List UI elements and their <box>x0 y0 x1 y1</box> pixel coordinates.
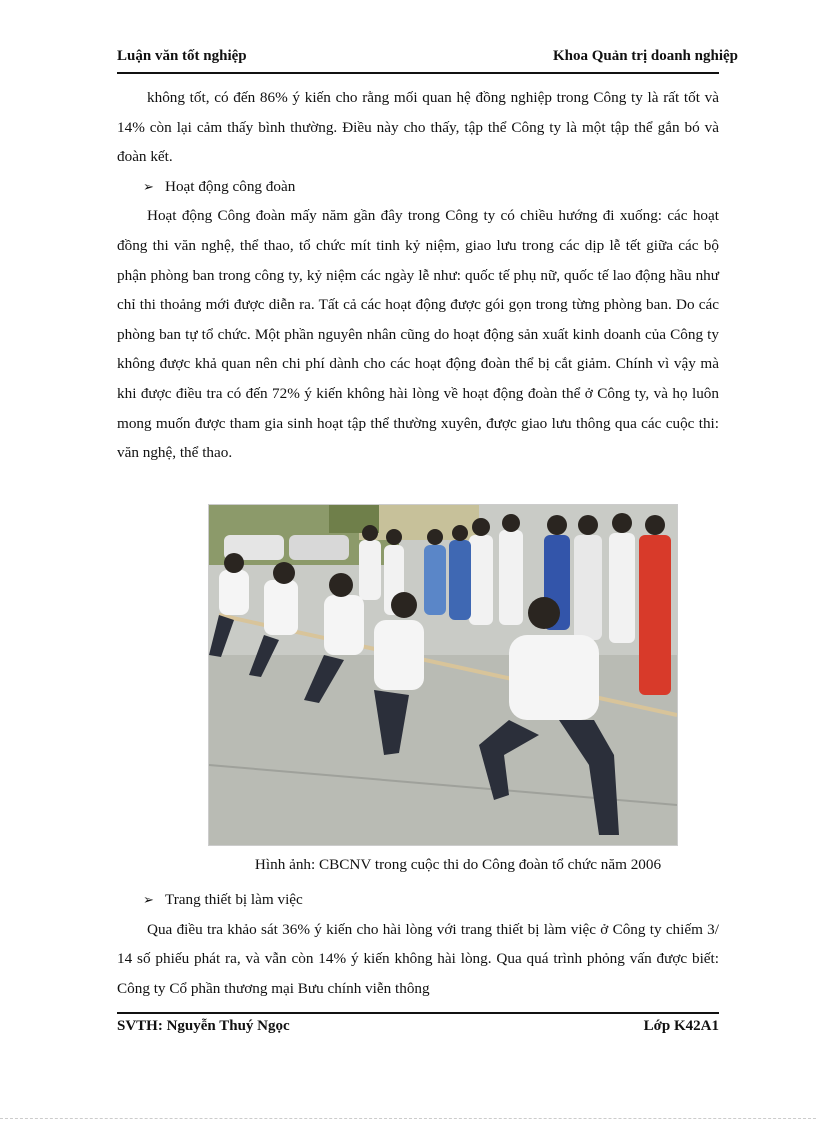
bullet-arrow-icon: ➢ <box>143 892 154 907</box>
page-footer <box>117 1018 719 1035</box>
bullet-equipment <box>117 885 719 915</box>
bullet-label: Trang thiết bị làm việc <box>165 891 303 908</box>
page-header <box>117 48 738 65</box>
bullet-union-activities <box>117 172 719 202</box>
footer-student: SVTH: Nguyễn Thuý Ngọc <box>117 1018 290 1034</box>
page-edge-divider <box>0 1118 816 1119</box>
header-faculty: Khoa Quản trị doanh nghiệp <box>552 48 738 64</box>
tug-of-war-photo <box>208 504 678 846</box>
photo-caption: Hình ảnh: CBCNV trong cuộc thi do Công đoàn tổ chức năm 2006 <box>254 856 662 873</box>
footer-class: Lớp K42A1 <box>643 1018 719 1034</box>
paragraph-relationships: không tốt, có đến 86% ý kiến cho rằng mối quan hệ đồng nghiệp trong Công ty là rất tốt và 14% còn lại cảm thấy bình thường. Điều này cho thấy, tập thể Công ty là một tập thể gắn bó và đoàn kết. <box>117 89 719 166</box>
bullet-label: Hoạt động công đoàn <box>165 177 296 195</box>
body-text-upper <box>117 83 719 468</box>
paragraph-equipment: Qua điều tra khảo sát 36% ý kiến cho hài lòng với trang thiết bị làm việc ở Công ty chiếm 3/ 14 số phiếu phát ra, và vẫn còn 14% ý kiến không hài lòng. Qua quá trình phỏng vấn được biết: Công ty Cổ phần thương mại Bưu chính viễn thông <box>117 920 719 997</box>
header-thesis-title: Luận văn tốt nghiệp <box>117 48 247 64</box>
body-text-lower <box>117 885 719 1003</box>
bullet-arrow-icon: ➢ <box>143 178 154 194</box>
paragraph-union: Hoạt động Công đoàn mấy năm gần đây trong Công ty có chiều hướng đi xuống: các hoạt đồng thi văn nghệ, thể thao, tổ chức mít tinh kỷ niệm, giao lưu trong các dịp lễ tết giữa các bộ phận phòng ban trong công ty, kỷ niệm các ngày lễ như: quốc tế phụ nữ, quốc tế lao động hầu như chỉ thi thoảng mới được diễn ra. Tất cả các hoạt động được gói gọn trong từng phòng ban. Do các phòng ban tự tổ chức. Một phần nguyên nhân cũng do hoạt động sản xuất kinh doanh của Công ty không được khả quan nên chi phí dành cho các hoạt động đoàn thể bị cắt giảm. Chính vì vậy mà khi được điều tra có đến 72% ý kiến không hài lòng về hoạt động đoàn thể ở Công ty, và họ luôn mong muốn được tham gia sinh hoạt tập thể thường xuyên, được giao lưu thông qua các cuộc thi: văn nghệ, thể thao. <box>117 207 719 462</box>
footer-rule <box>117 1012 719 1014</box>
header-rule <box>117 72 719 74</box>
